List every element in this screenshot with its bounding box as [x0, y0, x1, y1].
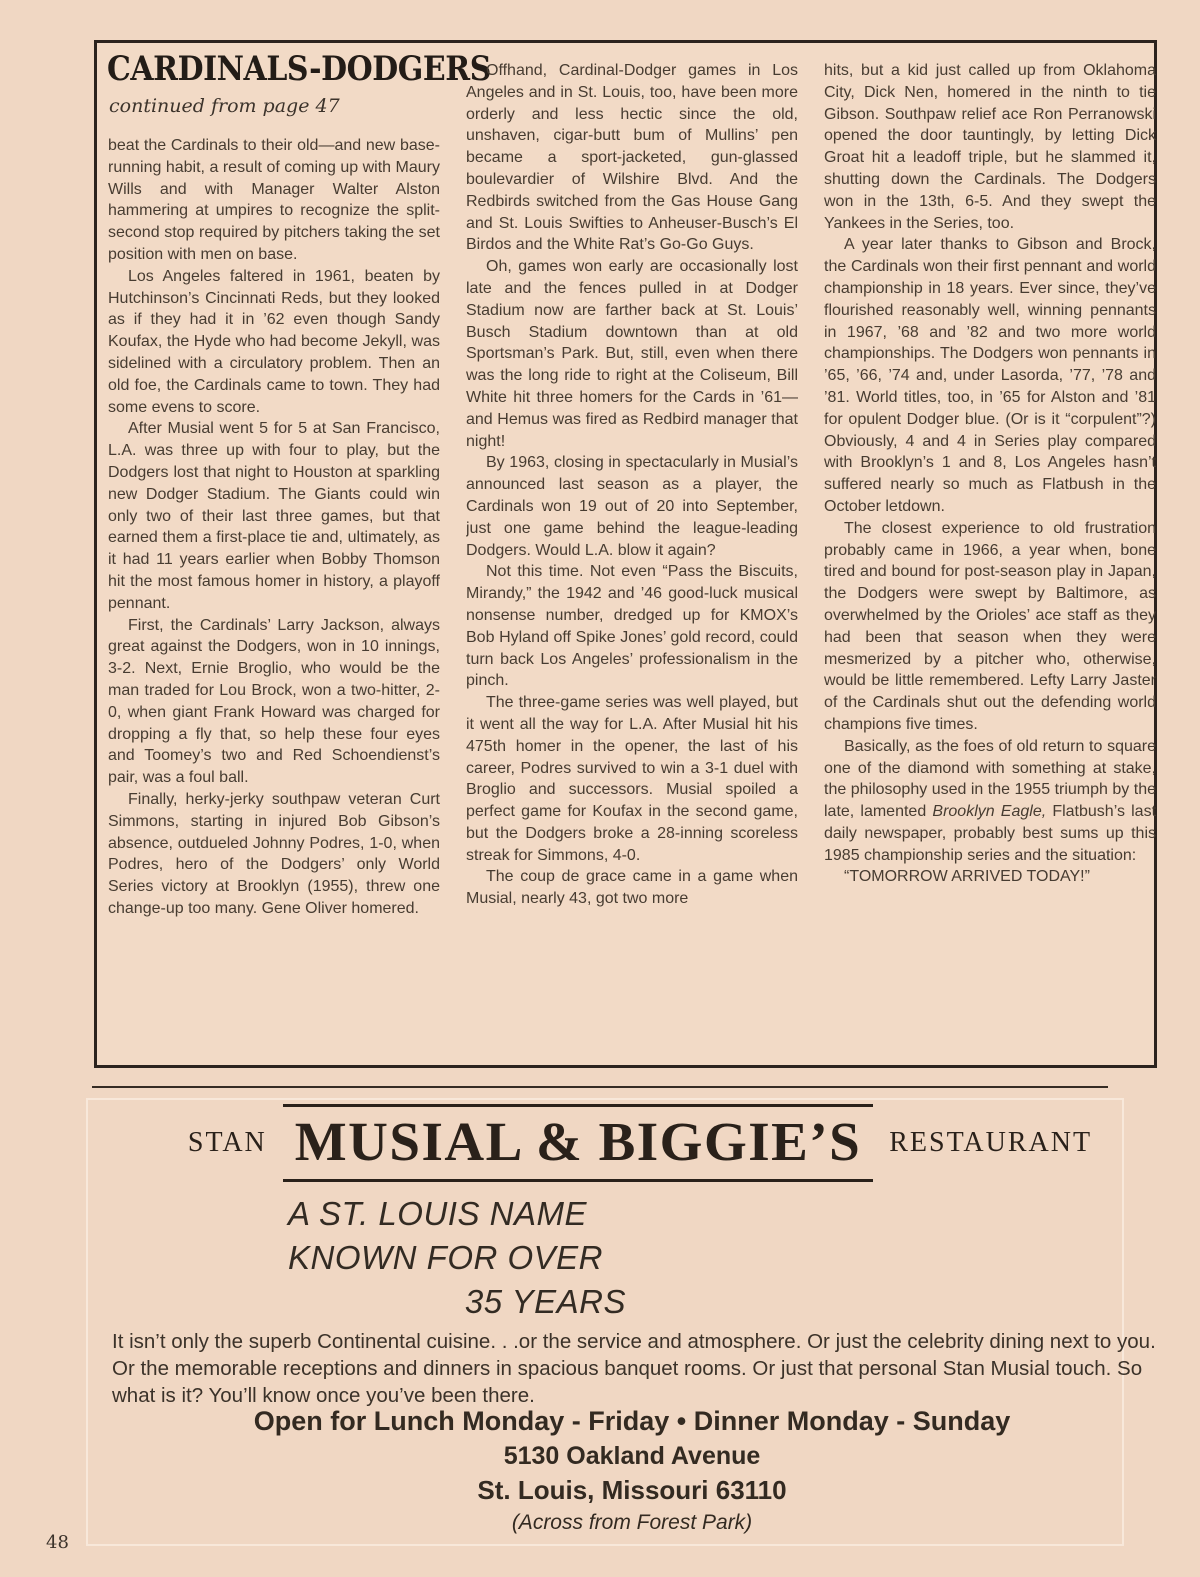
article-paragraph: Oh, games won early are occasionally lost late and the fences pulled in at Dodger Stadium now are farther back at St. Louis’ Busch Stadium downtown than at old Sportsman’s Park. But, still, even when there was the long ride to right at the Coliseum, Bill White hit three homers for the Cards in ’61—and Hemus was fired as Redbird manager that night!	[466, 258, 798, 450]
article-paragraph: beat the Cardinals to their old—and new base-running habit, a result of coming up with Maury Wills and with Manager Walter Alston hammering at umpires to recognize the split-second stop required by pitchers taking the set position with men on base.	[108, 137, 440, 263]
article-paragraph	[824, 736, 1156, 867]
ad-body-text: It isn’t only the superb Continental cuisine. . .or the service and atmosphere. Or just the celebrity dining next to you. Or the memorable receptions and dinners in spacious banquet rooms. Or just that personal Stan Musial touch. So what is it? You’ll know once you’ve been there.	[112, 1330, 1156, 1407]
ad-address-city: St. Louis, Missouri 63110	[477, 1475, 787, 1505]
ad-restaurant-name: MUSIAL & BIGGIE’S	[283, 1104, 873, 1182]
ad-tagline	[288, 1192, 636, 1324]
ad-tagline-line: A ST. LOUIS NAME	[288, 1195, 587, 1232]
article-column-3	[824, 60, 1156, 1060]
article-paragraph: The three-game series was well played, but it went all the way for L.A. After Musial hit his 475th homer in the opener, the last of his career, Podres survived to win a 3-1 duel with Broglio and successors. Musial spoiled a perfect game for Koufax in the second game, but the Dodgers broke a 28-inning scoreless streak for Simmons, 4-0.	[466, 694, 798, 864]
paragraph-text: Basically, as the foes of old return to square one of the diamond with something at stake, the philosophy used in the 1955 triumph by the late, lamented	[824, 737, 1156, 821]
article-box	[94, 40, 1157, 1068]
article-paragraph: Not this time. Not even “Pass the Biscuits, Mirandy,” the 1942 and ’46 good-luck musical nonsense number, dredged up for KMOX’s Bob Hyland off Spike Jones’ gold record, could turn back Los Angeles’ professionalism in the pinch.	[466, 563, 798, 690]
article-closing-quote: “TOMORROW ARRIVED TODAY!”	[844, 868, 1090, 886]
article-paragraph: By 1963, closing in spectacularly in Musial’s announced last season as a player, the Cardinals won 19 out of 20 into September, just one game behind the league-leading Dodgers. Would L.A. blow it again?	[466, 454, 798, 559]
article-paragraph: Offhand, Cardinal-Dodger games in Los Angeles and in St. Louis, too, have been more orderly and less hectic since the old, unshaven, cigar-butt bum of Mullins’ pen became a sport-jacketed, gun-glassed boulevardier of Wilshire Blvd. And the Redbirds switched from the Gas House Gang and St. Louis Swifties to Anheuser-Busch’s El Birdos and the White Rat’s Go-Go Guys.	[466, 62, 798, 254]
ad-header	[80, 1104, 1200, 1182]
article-title: CARDINALS-DODGERS	[107, 49, 491, 89]
article-paragraph: After Musial went 5 for 5 at San Francisco, L.A. was three up with four to play, but the Dodgers lost that night to Houston at sparkling new Dodger Stadium. The Giants could win only two of their last three games, but that earned them a first-place tie and, ultimately, as it had 11 years earlier when Bobby Thomson hit the most famous homer in history, a playoff pennant.	[108, 420, 440, 612]
ad-hours-line: Open for Lunch Monday - Friday • Dinner Monday - Sunday	[253, 1406, 1011, 1436]
article-column-1	[108, 135, 440, 1065]
ad-tagline-line: 35 YEARS	[464, 1283, 626, 1320]
ad-restaurant-label: RESTAURANT	[889, 1127, 1093, 1158]
article-paragraph: hits, but a kid just called up from Oklahoma City, Dick Nen, homered in the ninth to tie Gibson. Southpaw relief ace Ron Perranowski opened the door tauntingly, by letting Dick Groat hit a leadoff triple, but he slammed it, shutting down the Cardinals. The Dodgers won in the 13th, 6-5. And they swept the Yankees in the Series, too.	[824, 62, 1156, 232]
italic-publication-name: Brooklyn Eagle,	[932, 803, 1047, 821]
ad-location-note: (Across from Forest Park)	[511, 1511, 753, 1534]
ad-tagline-line: KNOWN FOR OVER	[288, 1239, 604, 1276]
paragraph-text: Flatbush’s last daily newspaper, probably best sums up this 1985 championship series and the situation:	[824, 803, 1156, 864]
ad-stan-label: STAN	[187, 1127, 267, 1158]
article-paragraph: Los Angeles faltered in 1961, beaten by Hutchinson’s Cincinnati Reds, but they looked as if they had it in ’62 even though Sandy Koufax, the Hyde who had become Jekyll, was sidelined with a circulatory problem. Then an old foe, the Cardinals came to town. They had some evens to score.	[108, 267, 440, 416]
page-number: 48	[46, 1532, 69, 1553]
article-paragraph: The coup de grace came in a game when Musial, nearly 43, got two more	[466, 868, 798, 908]
article-paragraph: The closest experience to old frustration probably came in 1966, a year when, bone tired and bound for post-season play in Japan, the Dodgers were swept by Baltimore, as overwhelmed by the Orioles’ ace staff as they had been that season when they were mesmerized by a pitcher who, otherwise, would be little remembered. Lefty Larry Jaster of the Cardinals shut out the defending world champions five times.	[824, 519, 1156, 733]
article-paragraph: First, the Cardinals’ Larry Jackson, always great against the Dodgers, won in 10 innings, 3-2. Next, Ernie Broglio, who would be the man traded for Lou Brock, won a two-hitter, 2-0, when giant Frank Howard was charged for dropping a fly that, so help these four eyes and Toomey’s two and Red Schoendienst’s pair, was a foul ball.	[108, 616, 440, 787]
ad-divider-rule	[92, 1086, 1108, 1088]
article-column-2	[466, 60, 798, 1060]
ad-address-street: 5130 Oakland Avenue	[503, 1442, 761, 1470]
article-paragraph: A year later thanks to Gibson and Brock, the Cardinals won their first pennant and world championship in 18 years. Ever since, they’ve flourished reasonably well, winning pennants in 1967, ’68 and ’82 and two more world championships. The Dodgers won pennants in ’65, ’66, ’74 and, under Lasorda, ’77, ’78 and ’81. World titles, too, in ’65 for Alston and ’81 for opulent Dodger blue. (Or is it “corpulent”?) Obviously, 4 and 4 in Series play compared with Brooklyn’s 1 and 8, Los Angeles hasn’t suffered nearly so much as Flatbush in the October letdown.	[824, 236, 1156, 515]
continued-from-note: continued from page 47	[109, 95, 340, 117]
article-paragraph: Finally, herky-jerky southpaw veteran Curt Simmons, starting in injured Bob Gibson’s absence, outdueled Johnny Podres, 1-0, when Podres, hero of the Dodgers’ only World Series victory at Brooklyn (1955), threw one change-up too many. Gene Oliver homered.	[108, 790, 440, 917]
